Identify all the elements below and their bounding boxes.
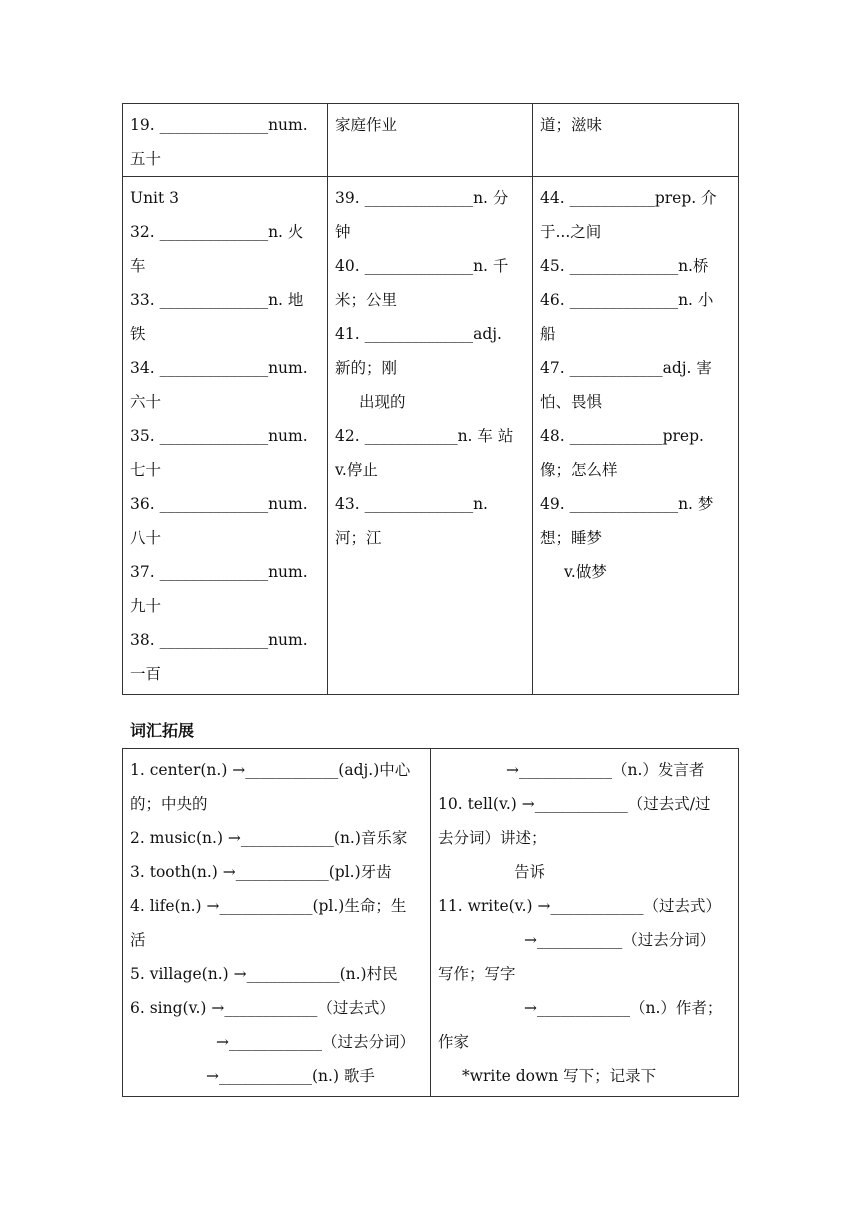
table-cell — [431, 749, 739, 1097]
vocab-line: v.做梦 — [564, 563, 607, 581]
vocab-line: →___________（过去分词） — [524, 931, 716, 949]
vocab-line: 38. ______________num. — [130, 631, 308, 649]
vocab-line: 19. ______________num. — [130, 116, 308, 134]
vocab-line: 39. ______________n. 分 — [335, 189, 509, 207]
vocab-line: 46. ______________n. 小 — [540, 291, 714, 309]
vocab-line: 49. ______________n. 梦 — [540, 495, 714, 513]
vocab-line: 五十 — [130, 150, 162, 168]
vocab-line: *write down 写下；记录下 — [462, 1067, 657, 1085]
vocab-line: 于...之间 — [540, 223, 602, 241]
vocab-line: 家庭作业 — [335, 116, 398, 134]
vocab-line: 道；滋味 — [540, 116, 603, 134]
vocab-line: 一百 — [130, 665, 162, 683]
vocab-line: 的；中央的 — [130, 795, 208, 813]
vocab-line: 像；怎么样 — [540, 461, 618, 479]
vocab-line: 36. ______________num. — [130, 495, 308, 513]
table-cell — [123, 749, 431, 1097]
vocab-line: 3. tooth(n.) →____________(pl.)牙齿 — [130, 863, 392, 881]
vocab-line: 45. ______________n.桥 — [540, 257, 709, 275]
vocab-line: 去分词）讲述； — [438, 829, 547, 847]
vocab-line: 船 — [540, 325, 556, 343]
table-cell — [328, 104, 533, 177]
unit-heading: Unit 3 — [130, 189, 180, 207]
table-row — [123, 177, 739, 695]
vocab-line: 九十 — [130, 597, 162, 615]
vocab-line: 想；睡梦 — [540, 529, 603, 547]
table-row — [123, 104, 739, 177]
vocab-line: 37. ______________num. — [130, 563, 308, 581]
vocab-line: 33. ______________n. 地 — [130, 291, 304, 309]
vocab-line: 车 — [130, 257, 146, 275]
vocab-line: →____________（n.）发言者 — [506, 761, 705, 779]
vocab-line: 米；公里 — [335, 291, 398, 309]
vocab-line: 七十 — [130, 461, 162, 479]
vocab-line: →____________（n.）作者； — [524, 999, 723, 1017]
vocab-line: v.停止 — [335, 461, 378, 479]
vocab-line: 34. ______________num. — [130, 359, 308, 377]
vocab-line: 八十 — [130, 529, 162, 547]
vocab-expansion-table — [122, 748, 739, 1097]
vocab-line: 11. write(v.) →____________（过去式） — [438, 897, 721, 915]
vocab-line: 44. ___________prep. 介 — [540, 189, 717, 207]
table-cell — [123, 177, 328, 695]
vocab-line: 41. ______________adj. — [335, 325, 502, 343]
vocab-line: 10. tell(v.) →____________（过去式/过 — [438, 795, 711, 813]
section-title: 词汇拓展 — [130, 721, 195, 740]
vocab-line: 告诉 — [514, 863, 546, 881]
vocab-line: 写作；写字 — [438, 965, 516, 983]
vocab-line: 4. life(n.) →____________(pl.)生命；生 — [130, 897, 407, 915]
vocab-table-unit — [122, 103, 739, 695]
vocab-line: 活 — [130, 931, 146, 949]
vocab-line: →____________（过去分词） — [216, 1033, 415, 1051]
table-row — [123, 749, 739, 1097]
vocab-line: 河；江 — [335, 529, 382, 547]
table-cell — [123, 104, 328, 177]
vocab-line: 42. ____________n. 车 站 — [335, 427, 514, 445]
table-cell — [533, 177, 739, 695]
vocab-line: 铁 — [130, 325, 146, 343]
vocab-line: 43. ______________n. — [335, 495, 488, 513]
vocab-line: 40. ______________n. 千 — [335, 257, 509, 275]
vocab-line: 怕、畏惧 — [540, 393, 603, 411]
table-cell — [533, 104, 739, 177]
vocab-line: 32. ______________n. 火 — [130, 223, 304, 241]
vocab-line: 六十 — [130, 393, 162, 411]
vocab-line: 出现的 — [359, 393, 406, 411]
vocab-line: 1. center(n.) →____________(adj.)中心 — [130, 761, 411, 779]
vocab-line: →____________(n.) 歌手 — [206, 1067, 375, 1085]
vocab-line: 钟 — [335, 223, 351, 241]
vocab-line: 作家 — [438, 1033, 470, 1051]
vocab-line: 2. music(n.) →____________(n.)音乐家 — [130, 829, 408, 847]
vocab-line: 6. sing(v.) →____________（过去式） — [130, 999, 395, 1017]
vocab-line: 48. ____________prep. — [540, 427, 704, 445]
table-cell — [328, 177, 533, 695]
vocab-line: 5. village(n.) →____________(n.)村民 — [130, 965, 398, 983]
vocab-line: 47. ____________adj. 害 — [540, 359, 712, 377]
vocab-line: 35. ______________num. — [130, 427, 308, 445]
vocab-line: 新的；刚 — [335, 359, 398, 377]
